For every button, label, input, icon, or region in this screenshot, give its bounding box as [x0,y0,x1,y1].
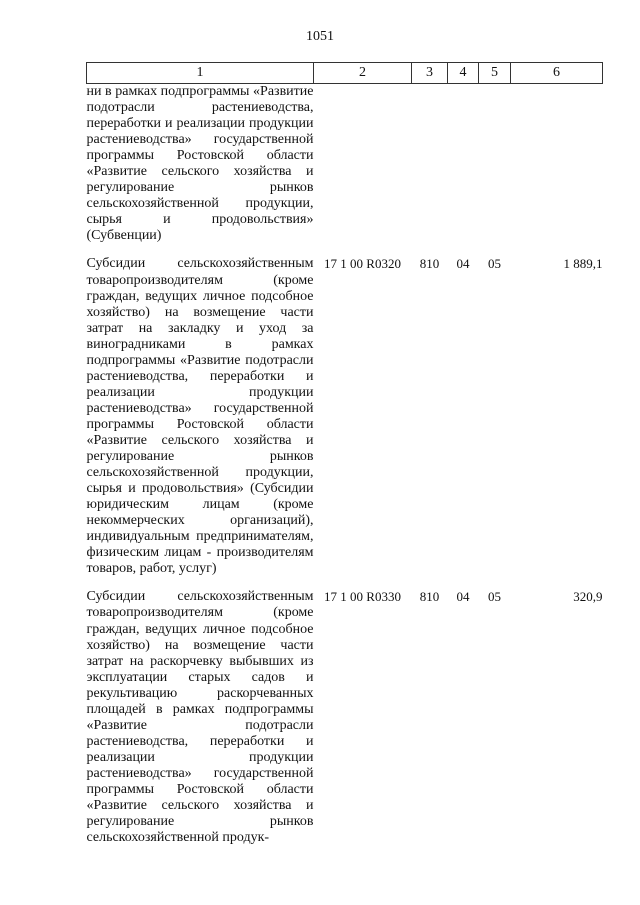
header-col-4: 4 [448,63,479,84]
row-rz: 04 [456,589,470,605]
header-col-1: 1 [87,63,314,84]
row-description: ни в рамках подпрограммы «Развитие подотрасли растениеводства, переработки и реализации продукции растениеводства» государственной программы Ростовской области «Развитие сельского хозяйства и регулирование рынков сельскохозяйственной продукции, сырья и продовольствия» (Субвенции) [86,84,314,244]
row-pr [479,84,511,245]
row-vr: 810 [419,256,440,272]
row-rz: 04 [456,256,470,272]
row-amount: 320,9 [573,589,603,605]
row-pr: 05 [488,256,501,272]
row-code [314,84,412,245]
row-code: 17 1 00 R0320 [324,256,401,272]
budget-table [86,62,603,846]
row-vr [412,84,448,245]
header-col-5: 5 [479,63,511,84]
table-row [87,589,603,846]
row-spacer [87,577,603,589]
row-amount: 1 889,1 [563,256,603,272]
row-amount [511,84,603,245]
row-vr: 810 [419,589,440,605]
header-col-3: 3 [412,63,448,84]
row-description: Субсидии сельскохозяйственным товаропроизводителям (кроме граждан, ведущих личное подсобное хозяйство) на возмещение части затрат на закладку и уход за виноградниками в рамках подпрограммы «Развитие подотрасли растениеводства, переработки и реализации продукции растениеводства» государственной программы Ростовской области «Развитие сельского хозяйства и регулирование рынков сельскохозяйственной продукции, сырья и продовольствия» (Субсидии юридическим лицам (кроме некоммерческих организаций), индивидуальным предпринимателям, физическим лицам - производителям товаров, работ, услуг) [86,256,314,577]
row-pr: 05 [488,589,501,605]
row-code: 17 1 00 R0330 [324,589,401,605]
header-col-2: 2 [314,63,412,84]
table-row [87,84,603,245]
table-row [87,256,603,577]
header-row [87,63,603,84]
row-spacer [87,244,603,256]
page-number: 1051 [306,29,334,44]
header-col-6: 6 [511,63,603,84]
row-rz [448,84,479,245]
row-description: Субсидии сельскохозяйственным товаропроизводителям (кроме граждан, ведущих личное подсобное хозяйство) на возмещение части затрат на раскорчевку выбывших из эксплуатации старых садов и рекультивацию раскорчеванных площадей в рамках подпрограммы «Развитие подотрасли растениеводства, переработки и реализации продукции растениеводства» государственной программы Ростовской области «Развитие сельского хозяйства и регулирование рынков сельскохозяйственной продук- [86,589,314,846]
